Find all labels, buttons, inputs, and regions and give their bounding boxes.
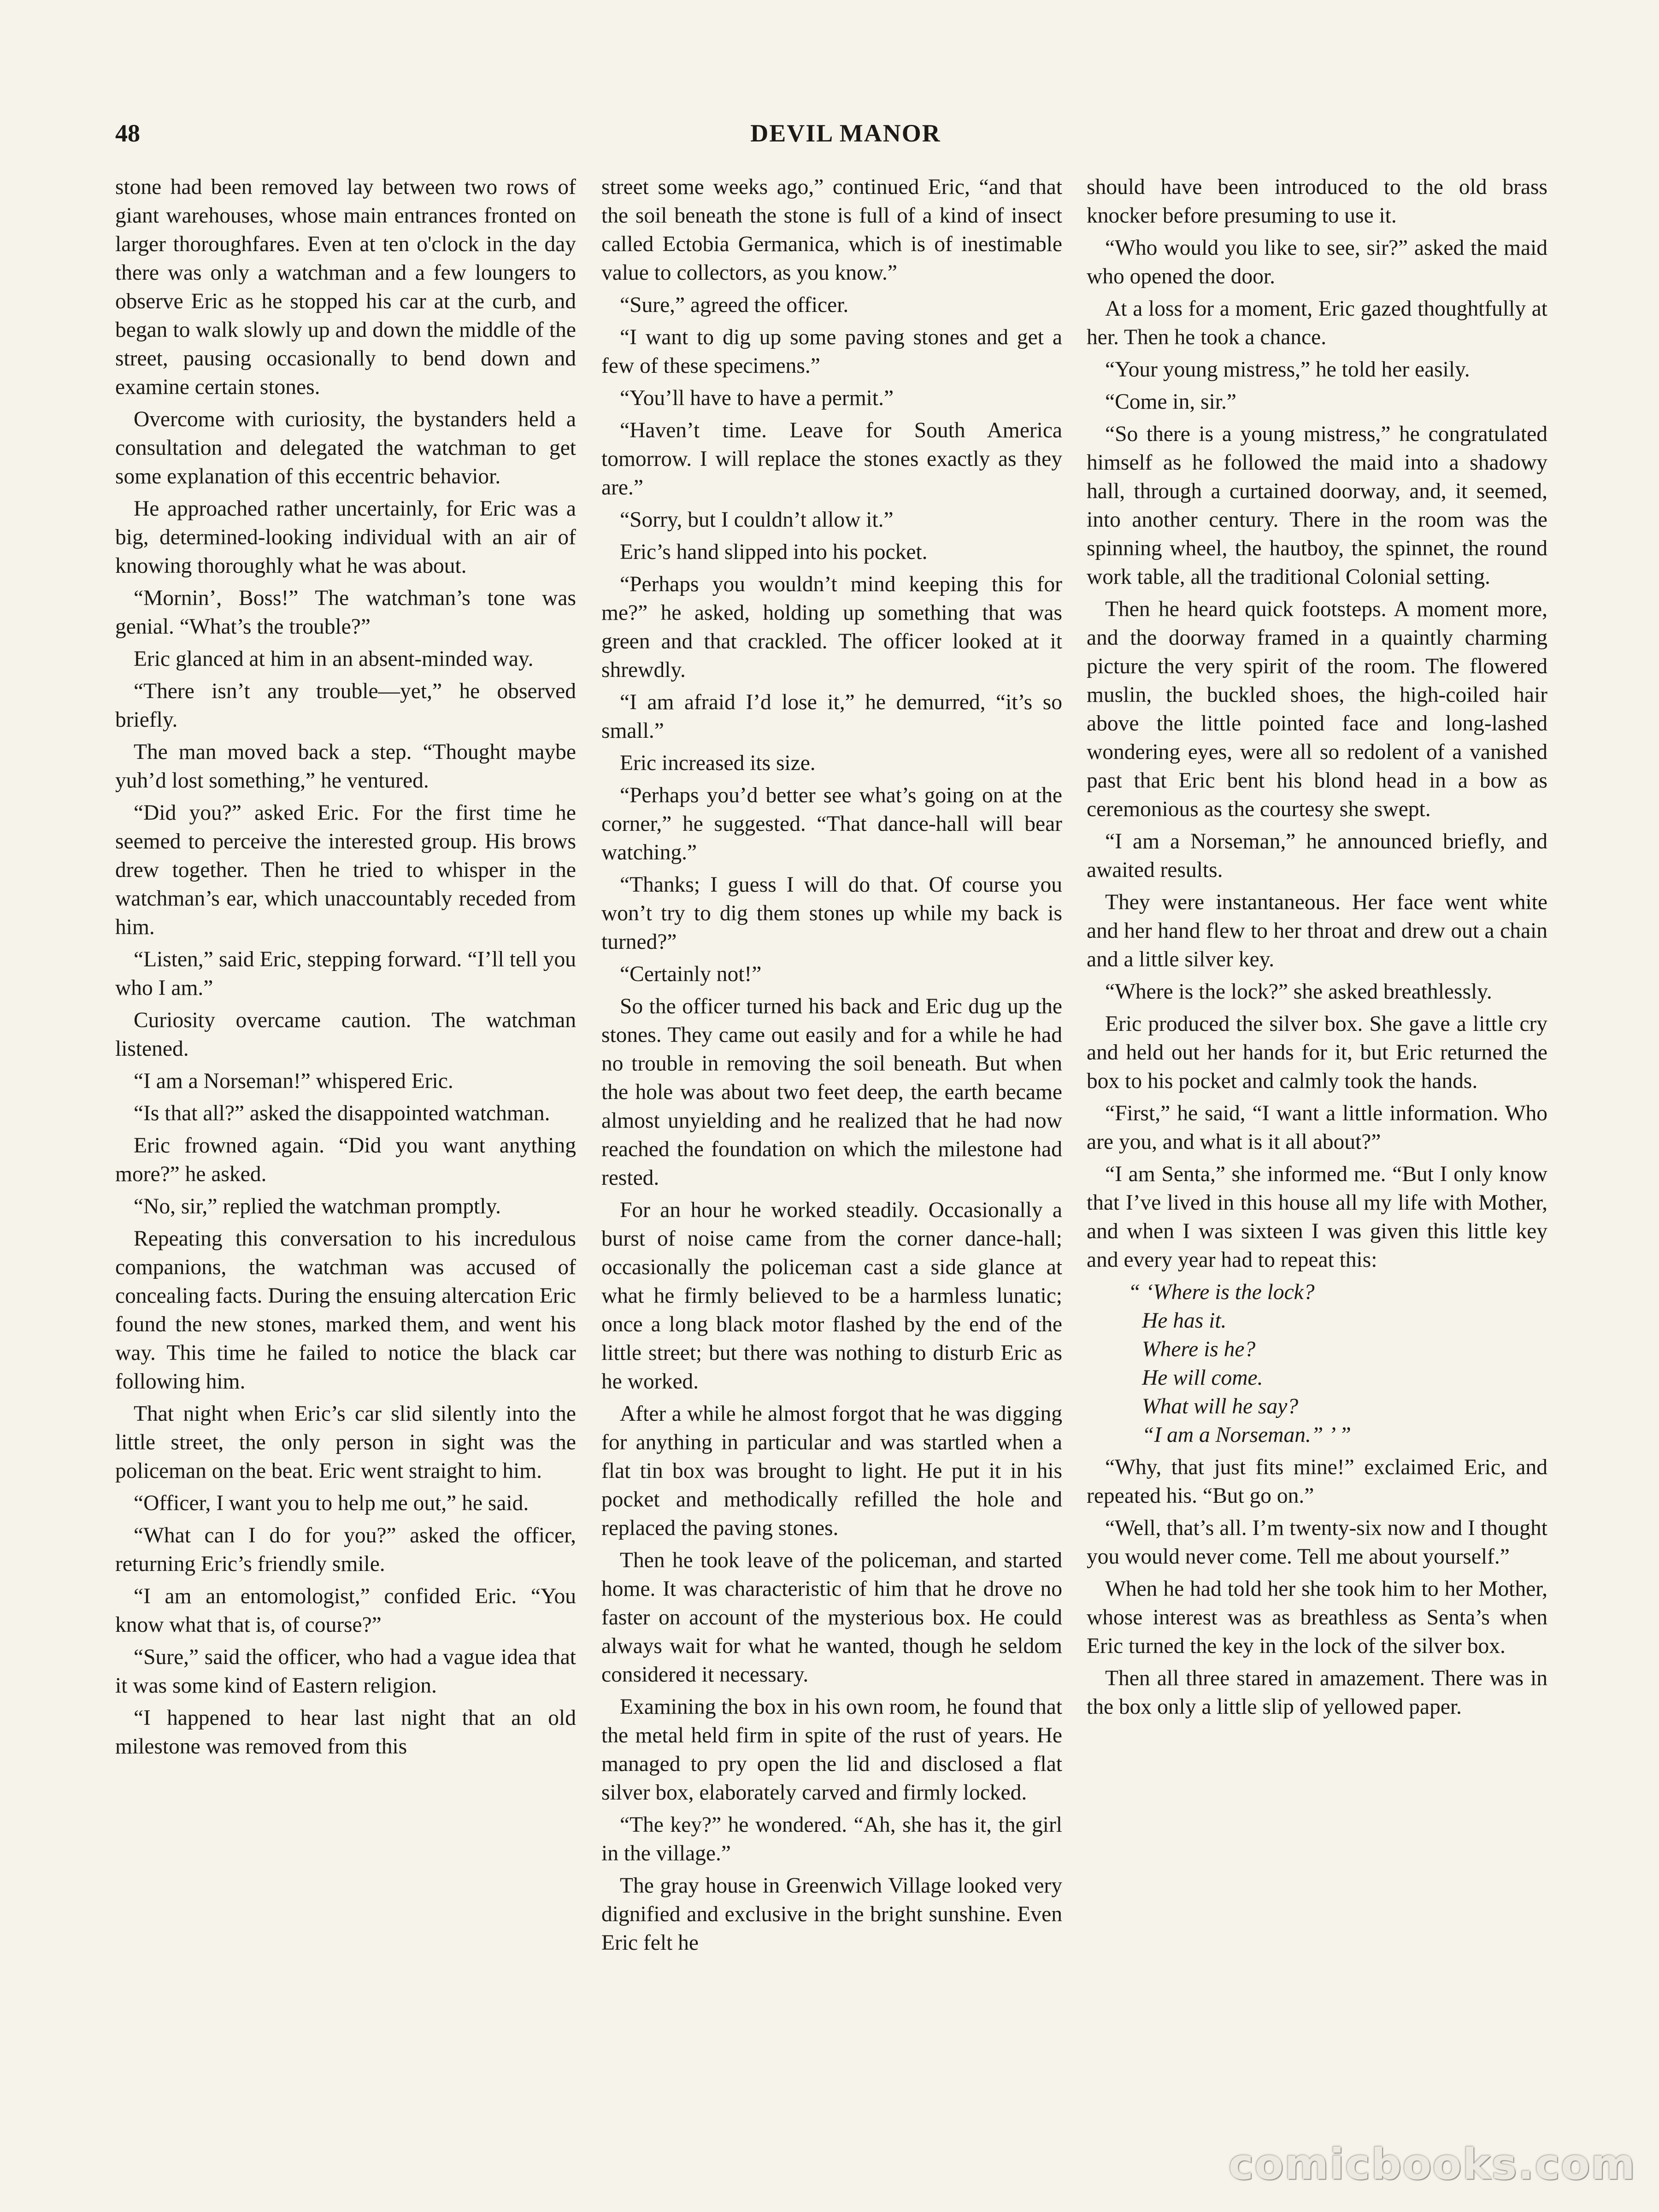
paragraph: “Thanks; I guess I will do that. Of course you won’t try to dig them stones up while my back is turned?” <box>601 873 1062 954</box>
paragraph: After a while he almost forgot that he was digging for anything in particular and was startled when a flat tin box was brought to light. He put it in his pocket and methodically refilled the hole and replaced the paving stones. <box>601 1402 1062 1540</box>
paragraph: “What can I do for you?” asked the officer, returning Eric’s friendly smile. <box>115 1524 576 1576</box>
paragraph: “Perhaps you wouldn’t mind keeping this for me?” he asked, holding up something that was green and that crackled. The officer looked at it shrewdly. <box>601 572 1062 682</box>
paragraph: Then he took leave of the policeman, and started home. It was characteristic of him that he drove no faster on account of the mysterious box. He could always wait for what he wanted, though he seldom considered it necessary. <box>601 1548 1062 1687</box>
paragraph: “I am afraid I’d lose it,” he demurred, “it’s so small.” <box>601 690 1062 743</box>
text-column-1 <box>115 173 576 1765</box>
paragraph: “Who would you like to see, sir?” asked the maid who opened the door. <box>1087 236 1547 288</box>
paragraph: “You’ll have to have a permit.” <box>620 386 894 410</box>
paragraph: Eric’s hand slipped into his pocket. <box>620 540 928 564</box>
paragraph: “The key?” he wondered. “Ah, she has it, the girl in the village.” <box>601 1813 1062 1865</box>
paragraph: Then he heard quick footsteps. A moment more, and the doorway framed in a quaintly charming picture the very spirit of the room. The flowered muslin, the buckled shoes, the high-coiled hair above the little pointed face and long-lashed wondering eyes, were all so redolent of a vanished past that Eric bent his blond head in a bow as ceremonious as the courtesy she swept. <box>1087 597 1547 821</box>
paragraph: Eric produced the silver box. She gave a little cry and held out her hands for it, but Eric returned the box to his pocket and calmly took the hands. <box>1087 1012 1547 1093</box>
text-column-3 <box>1087 173 1547 1725</box>
paragraph: “Haven’t time. Leave for South America tomorrow. I will replace the stones exactly as they are.” <box>601 418 1062 500</box>
paragraph: He approached rather uncertainly, for Eric was a big, determined-looking individual with an air of knowing thoroughly what he was about. <box>115 497 576 578</box>
paragraph: “Where is the lock?” she asked breathlessly. <box>1105 980 1492 1004</box>
paragraph: “Mornin’, Boss!” The watchman’s tone was genial. “What’s the trouble?” <box>115 586 576 639</box>
paragraph: Eric frowned again. “Did you want anything more?” he asked. <box>115 1134 576 1186</box>
paragraph: Examining the box in his own room, he found that the metal held firm in spite of the rust of years. He managed to pry open the lid and disclosed a flat silver box, elaborately carved and firmly locked. <box>601 1695 1062 1805</box>
paragraph: should have been introduced to the old brass knocker before presuming to use it. <box>1087 175 1547 228</box>
paragraph: “Come in, sir.” <box>1105 390 1236 414</box>
paragraph: At a loss for a moment, Eric gazed thoughtfully at her. Then he took a chance. <box>1087 297 1547 349</box>
paragraph: Curiosity overcame caution. The watchman listened. <box>115 1008 576 1061</box>
page-number: 48 <box>115 119 140 147</box>
paragraph: Eric increased its size. <box>620 751 816 775</box>
paragraph: The gray house in Greenwich Village looked very dignified and exclusive in the bright sunshine. Even Eric felt he <box>601 1874 1062 1955</box>
paragraph: Then all three stared in amazement. There was in the box only a little slip of yellowed paper. <box>1087 1666 1547 1719</box>
verse-line: What will he say? <box>1142 1394 1299 1418</box>
paragraph: “Sure,” said the officer, who had a vague idea that it was some kind of Eastern religion. <box>115 1645 576 1698</box>
paragraph: “So there is a young mistress,” he congratulated himself as he followed the maid into a shadowy hall, through a curtained doorway, and, it seemed, into another century. There in the room was the spinning wheel, the hautboy, the spinnet, the round work table, all the traditional Colonial setting. <box>1087 422 1547 589</box>
paragraph: “First,” he said, “I want a little information. Who are you, and what is it all about?” <box>1087 1101 1547 1154</box>
verse-line: He has it. <box>1142 1309 1227 1333</box>
verse-line: Where is he? <box>1142 1337 1256 1361</box>
paragraph: “I happened to hear last night that an old milestone was removed from this <box>115 1706 576 1759</box>
paragraph: “Listen,” said Eric, stepping forward. “I’ll tell you who I am.” <box>115 947 576 1000</box>
paragraph: “Officer, I want you to help me out,” he said. <box>134 1491 529 1515</box>
text-column-2 <box>601 173 1062 1961</box>
paragraph: “Is that all?” asked the disappointed watchman. <box>134 1101 550 1125</box>
paragraph: “I want to dig up some paving stones and get a few of these specimens.” <box>601 325 1062 378</box>
paragraph: “No, sir,” replied the watchman promptly. <box>134 1194 501 1218</box>
page-header <box>115 119 1576 156</box>
paragraph: “Your young mistress,” he told her easily. <box>1105 358 1470 382</box>
paragraph: When he had told her she took him to her Mother, whose interest was as breathless as Senta’s when Eric turned the key in the lock of the silver box. <box>1087 1577 1547 1658</box>
paragraph: “I am a Norseman,” he announced briefly, and awaited results. <box>1087 830 1547 882</box>
paragraph: “There isn’t any trouble—yet,” he observed briefly. <box>115 679 576 732</box>
running-head-title: DEVIL MANOR <box>750 119 941 147</box>
paragraph: The man moved back a step. “Thought maybe yuh’d lost something,” he ventured. <box>115 740 576 793</box>
paragraph: “Sorry, but I couldn’t allow it.” <box>620 508 894 532</box>
paragraph: “I am a Norseman!” whispered Eric. <box>134 1069 453 1093</box>
paragraph: They were instantaneous. Her face went white and her hand flew to her throat and drew out a chain and a little silver key. <box>1087 890 1547 971</box>
verse-line: “I am a Norseman.” ’ ” <box>1142 1423 1351 1447</box>
paragraph: That night when Eric’s car slid silently into the little street, the only person in sight was the policeman on the beat. Eric went straight to him. <box>115 1402 576 1483</box>
paragraph: Repeating this conversation to his incredulous companions, the watchman was accused of concealing facts. During the ensuing altercation Eric found the new stones, marked them, and went his way. This time he failed to notice the black car following him. <box>115 1227 576 1394</box>
paragraph: stone had been removed lay between two rows of giant warehouses, whose main entrances fronted on larger thoroughfares. Even at ten o'clock in the day there was only a watchman and a few loungers to observe Eric as he stopped his car at the curb, and began to walk slowly up and down the middle of the street, pausing occasionally to bend down and examine certain stones. <box>115 175 576 399</box>
site-watermark: comicbooks.com <box>1228 2140 1636 2189</box>
paragraph: “I am an entomologist,” confided Eric. “You know what that is, of course?” <box>115 1584 576 1637</box>
paragraph: “Perhaps you’d better see what’s going on at the corner,” he suggested. “That dance-hall will bear watching.” <box>601 783 1062 865</box>
paragraph: “Well, that’s all. I’m twenty-six now and I thought you would never come. Tell me about yourself.” <box>1087 1516 1547 1569</box>
paragraph: “Why, that just fits mine!” exclaimed Eric, and repeated his. “But go on.” <box>1087 1455 1547 1508</box>
paragraph: For an hour he worked steadily. Occasionally a burst of noise came from the corner dance-hall; occasionally the policeman cast a side glance at what he firmly believed to be a harmless lunatic; once a long black motor flashed by the end of the little street; but there was nothing to disturb Eric as he worked. <box>601 1198 1062 1394</box>
paragraph: “Sure,” agreed the officer. <box>620 293 849 317</box>
paragraph: “I am Senta,” she informed me. “But I only know that I’ve lived in this house all my life with Mother, and when I was sixteen I was given this little key and every year had to repeat this: <box>1087 1162 1547 1272</box>
verse-line: He will come. <box>1142 1366 1263 1390</box>
paragraph: “Did you?” asked Eric. For the first time he seemed to perceive the interested group. His brows drew together. Then he tried to whisper in the watchman’s ear, which unaccountably receded from him. <box>115 801 576 939</box>
verse-line: “ ‘Where is the lock? <box>1128 1280 1315 1304</box>
paragraph: street some weeks ago,” continued Eric, “and that the soil beneath the stone is full of a kind of insect called Ectobia Germanica, which is of inestimable value to collectors, as you know.” <box>601 175 1062 285</box>
paragraph: Eric glanced at him in an absent-minded way. <box>134 647 534 671</box>
paragraph: “Certainly not!” <box>620 962 762 986</box>
paragraph: Overcome with curiosity, the bystanders held a consultation and delegated the watchman to get some explanation of this eccentric behavior. <box>115 407 576 488</box>
paragraph: So the officer turned his back and Eric dug up the stones. They came out easily and for a while he had no trouble in removing the soil beneath. But when the hole was about two feet deep, the earth became almost unyielding and he realized that he had now reached the foundation on which the milestone had rested. <box>601 994 1062 1190</box>
